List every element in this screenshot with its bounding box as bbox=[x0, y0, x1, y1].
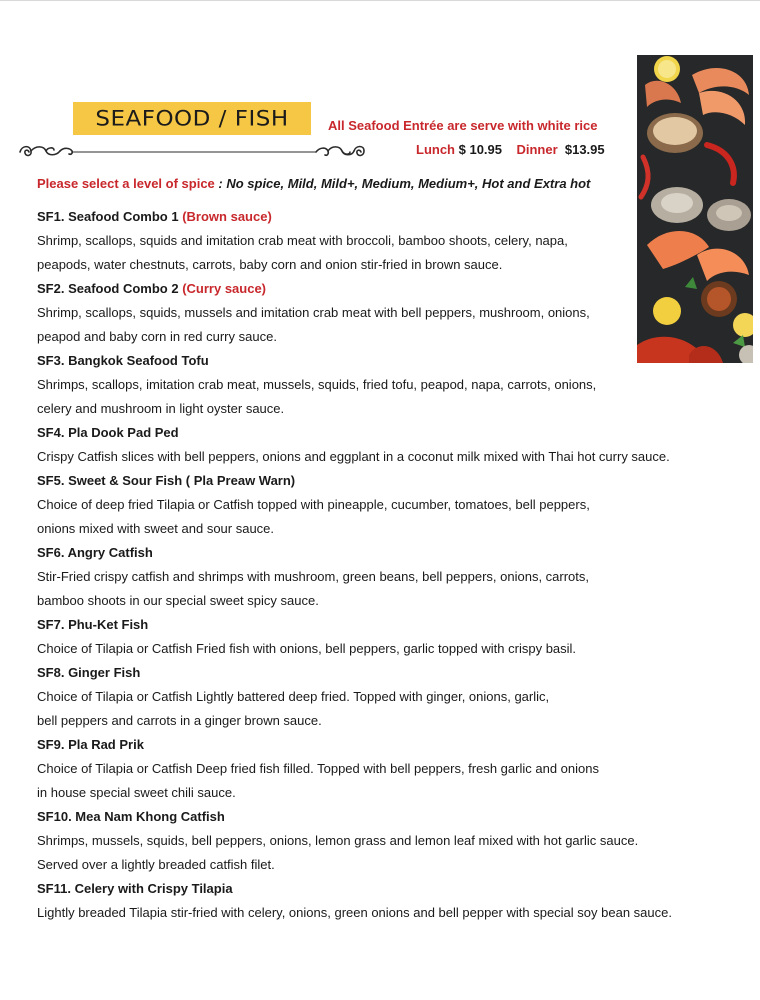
item-description: Shrimps, mussels, squids, bell peppers, onions, lemon grass and lemon leaf mixed with hot garlic sauce. bbox=[37, 833, 639, 848]
menu-item bbox=[37, 277, 747, 349]
item-description: Shrimps, scallops, imitation crab meat, mussels, squids, fried tofu, peapod, napa, carrots, onions, bbox=[37, 377, 597, 392]
flourish-divider-icon bbox=[16, 141, 368, 163]
menu-item bbox=[37, 805, 747, 877]
item-description: peapod and baby corn in red curry sauce. bbox=[37, 329, 277, 344]
item-description: Stir-Fried crispy catfish and shrimps with mushroom, green beans, bell peppers, onions, carrots, bbox=[37, 569, 590, 584]
item-description: Choice of Tilapia or Catfish Fried fish with onions, bell peppers, garlic topped with crispy basil. bbox=[37, 641, 577, 656]
section-title: SEAFOOD / FISH bbox=[95, 106, 289, 131]
section-title-banner bbox=[73, 102, 311, 135]
item-description: in house special sweet chili sauce. bbox=[37, 785, 236, 800]
item-description: bamboo shoots in our special sweet spicy sauce. bbox=[37, 593, 319, 608]
item-description: Choice of deep fried Tilapia or Catfish topped with pineapple, cucumber, tomatoes, bell peppers, bbox=[37, 497, 590, 512]
item-description: Choice of Tilapia or Catfish Deep fried fish filled. Topped with bell peppers, fresh garlic and onions bbox=[37, 761, 599, 776]
item-description: peapods, water chestnuts, carrots, baby corn and onion stir-fried in brown sauce. bbox=[37, 257, 503, 272]
item-description: Shrimp, scallops, squids and imitation crab meat with broccoli, bamboo shoots, celery, napa, bbox=[37, 233, 568, 248]
item-description: Served over a lightly breaded catfish filet. bbox=[37, 857, 275, 872]
dinner-label: Dinner bbox=[516, 142, 558, 157]
menu-item bbox=[37, 661, 747, 733]
item-description: Choice of Tilapia or Catfish Lightly battered deep fried. Topped with ginger, onions, garlic, bbox=[37, 689, 550, 704]
spice-options: : No spice, Mild, Mild+, Medium, Medium+, Hot and Extra hot bbox=[214, 176, 591, 191]
menu-item bbox=[37, 421, 747, 469]
item-sauce: (Curry sauce) bbox=[182, 281, 267, 296]
item-title: SF3. Bangkok Seafood Tofu bbox=[37, 353, 209, 368]
rice-note: All Seafood Entrée are serve with white rice bbox=[328, 118, 598, 133]
item-title: SF6. Angry Catfish bbox=[37, 545, 153, 560]
item-title: SF1. Seafood Combo 1 bbox=[37, 209, 179, 224]
menu-item bbox=[37, 613, 747, 661]
item-title: SF9. Pla Rad Prik bbox=[37, 737, 144, 752]
price-line bbox=[416, 142, 605, 157]
menu-item bbox=[37, 541, 747, 613]
item-description: bell peppers and carrots in a ginger brown sauce. bbox=[37, 713, 322, 728]
item-title: SF11. Celery with Crispy Tilapia bbox=[37, 881, 233, 896]
item-description: Lightly breaded Tilapia stir-fried with celery, onions, green onions and bell pepper with special soy bean sauce. bbox=[37, 905, 672, 920]
item-description: celery and mushroom in light oyster sauce. bbox=[37, 401, 285, 416]
item-description: onions mixed with sweet and sour sauce. bbox=[37, 521, 275, 536]
item-title: SF10. Mea Nam Khong Catfish bbox=[37, 809, 225, 824]
item-description: Crispy Catfish slices with bell peppers, onions and eggplant in a coconut milk mixed with Thai hot curry sauce. bbox=[37, 449, 670, 464]
item-sauce: (Brown sauce) bbox=[182, 209, 272, 224]
menu-item bbox=[37, 469, 747, 541]
top-rule bbox=[0, 0, 760, 1]
lunch-label: Lunch bbox=[416, 142, 455, 157]
menu-item bbox=[37, 733, 747, 805]
lunch-price: $ 10.95 bbox=[458, 142, 502, 157]
dinner-price: $13.95 bbox=[564, 142, 605, 157]
menu-item bbox=[37, 349, 747, 421]
item-title: SF2. Seafood Combo 2 bbox=[37, 281, 179, 296]
item-title: SF8. Ginger Fish bbox=[37, 665, 141, 680]
item-title: SF7. Phu-Ket Fish bbox=[37, 617, 149, 632]
spice-level-note bbox=[37, 176, 590, 191]
spice-label: Please select a level of spice bbox=[37, 176, 215, 191]
item-title: SF4. Pla Dook Pad Ped bbox=[37, 425, 179, 440]
item-description: Shrimp, scallops, squids, mussels and imitation crab meat with bell peppers, mushroom, onions, bbox=[37, 305, 590, 320]
menu-list bbox=[37, 205, 747, 925]
menu-item bbox=[37, 205, 747, 277]
menu-item bbox=[37, 877, 747, 925]
item-title: SF5. Sweet & Sour Fish ( Pla Preaw Warn) bbox=[37, 473, 296, 488]
